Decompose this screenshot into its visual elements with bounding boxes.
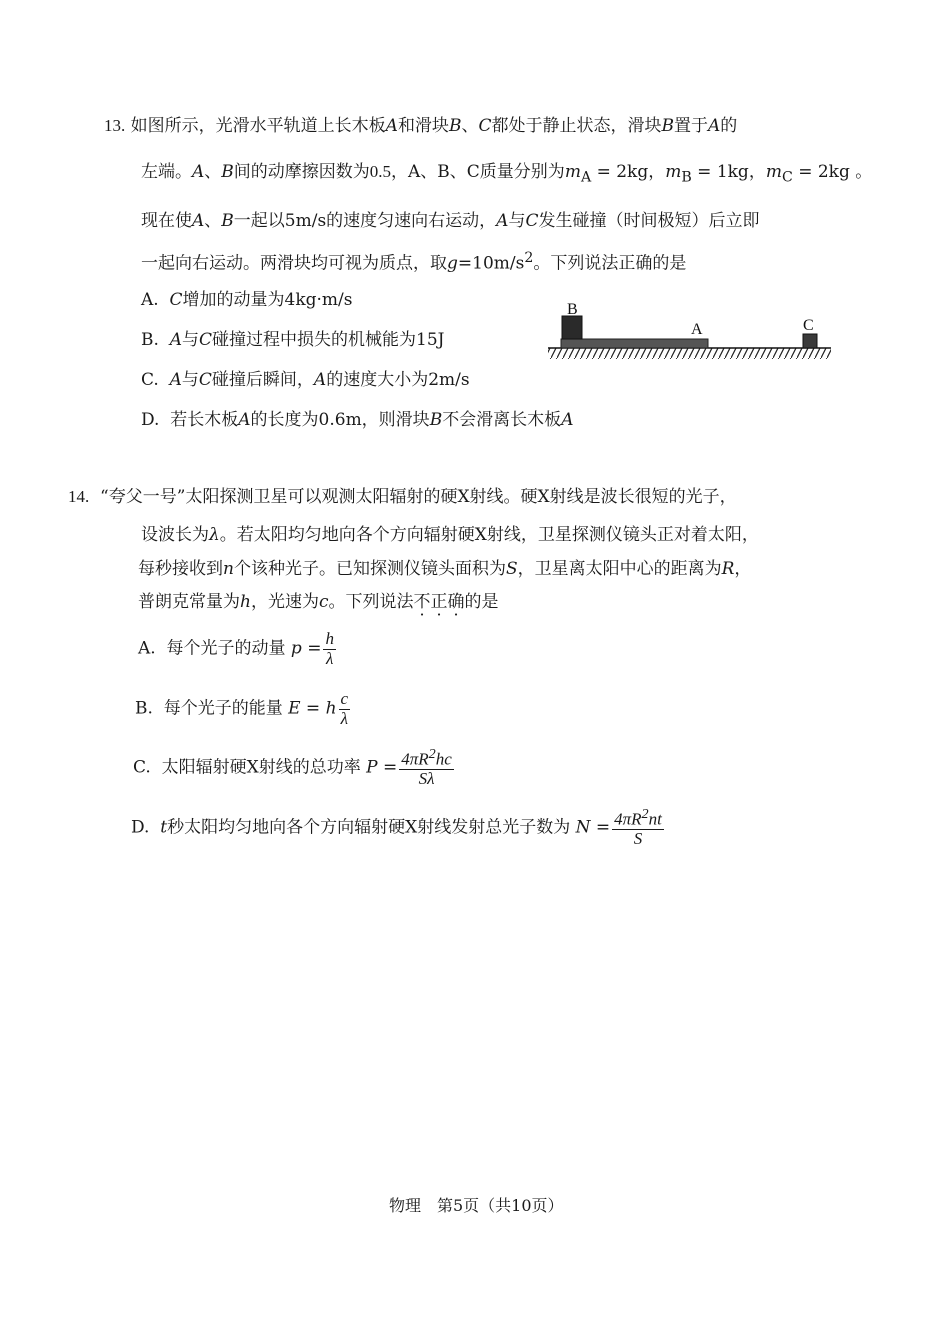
q14-option-b: B. 每个光子的能量 E = h $\frac{c}{\lambda}$: [135, 689, 349, 728]
q14-line1: 14. “夸父一号”太阳探测卫星可以观测太阳辐射的硬X射线。硬X射线是波长很短的光子，: [68, 487, 737, 507]
label-b: B: [567, 301, 578, 318]
q13-number: 13.: [104, 116, 126, 135]
block-c: [803, 334, 817, 348]
q14-option-c: C. 太阳辐射硬X射线的总功率 P = $\frac{4\pi R^2hc}{S\lambda}$: [133, 746, 452, 789]
q13-option-c: C. A与C碰撞后瞬间，A的速度大小为2m/s: [141, 370, 470, 390]
q13-option-a: A. C增加的动量为4kg·m/s: [141, 290, 353, 310]
q14-number: 14.: [68, 487, 90, 506]
page-footer: 物理 第5页（共10页）: [389, 1196, 564, 1215]
q14-line2: 设波长为λ。若太阳均匀地向各个方向辐射硬X射线，卫星探测仪镜头正对着太阳，: [141, 525, 759, 545]
q13-line2: 左端。A、B间的动摩擦因数为0.5，A、B、C质量分别为$m_A = 2kg$，$m_B = 1kg$，$m_C = 2kg$ 。: [141, 162, 873, 186]
ground-hatch: [548, 348, 831, 359]
q14-line4: 普朗克常量为h，光速为c。下列说法不正确的是: [138, 592, 499, 612]
label-a: A: [691, 321, 703, 338]
label-c: C: [803, 317, 814, 334]
q13-line3: 现在使A、B一起以5m/s的速度匀速向右运动，A与C发生碰撞（时间极短）后立即: [141, 211, 760, 231]
q13-line1: 13. 如图所示，光滑水平轨道上长木板A和滑块B、C都处于静止状态，滑块B置于A的: [104, 116, 738, 136]
block-b: [562, 316, 582, 339]
q13-line4: 一起向右运动。两滑块均可视为质点，取$g=10m/s^2$。下列说法正确的是: [141, 250, 687, 274]
q13-figure: [545, 298, 835, 364]
q13-option-b: B. A与C碰撞过程中损失的机械能为15J: [141, 330, 445, 350]
q14-line3: 每秒接收到n个该种光子。已知探测仪镜头面积为S，卫星离太阳中心的距离为R，: [138, 559, 752, 579]
q13-option-d: D. 若长木板A的长度为0.6m，则滑块B不会滑离长木板A: [141, 410, 574, 430]
q14-option-d: D. t秒太阳均匀地向各个方向辐射硬X射线发射总光子数为 N = $\frac{4\pi R^2nt}{S}$: [131, 806, 662, 849]
q14-option-a: A. 每个光子的动量 p = $\frac{h}{\lambda}$: [138, 629, 334, 668]
board-a: [561, 339, 708, 348]
